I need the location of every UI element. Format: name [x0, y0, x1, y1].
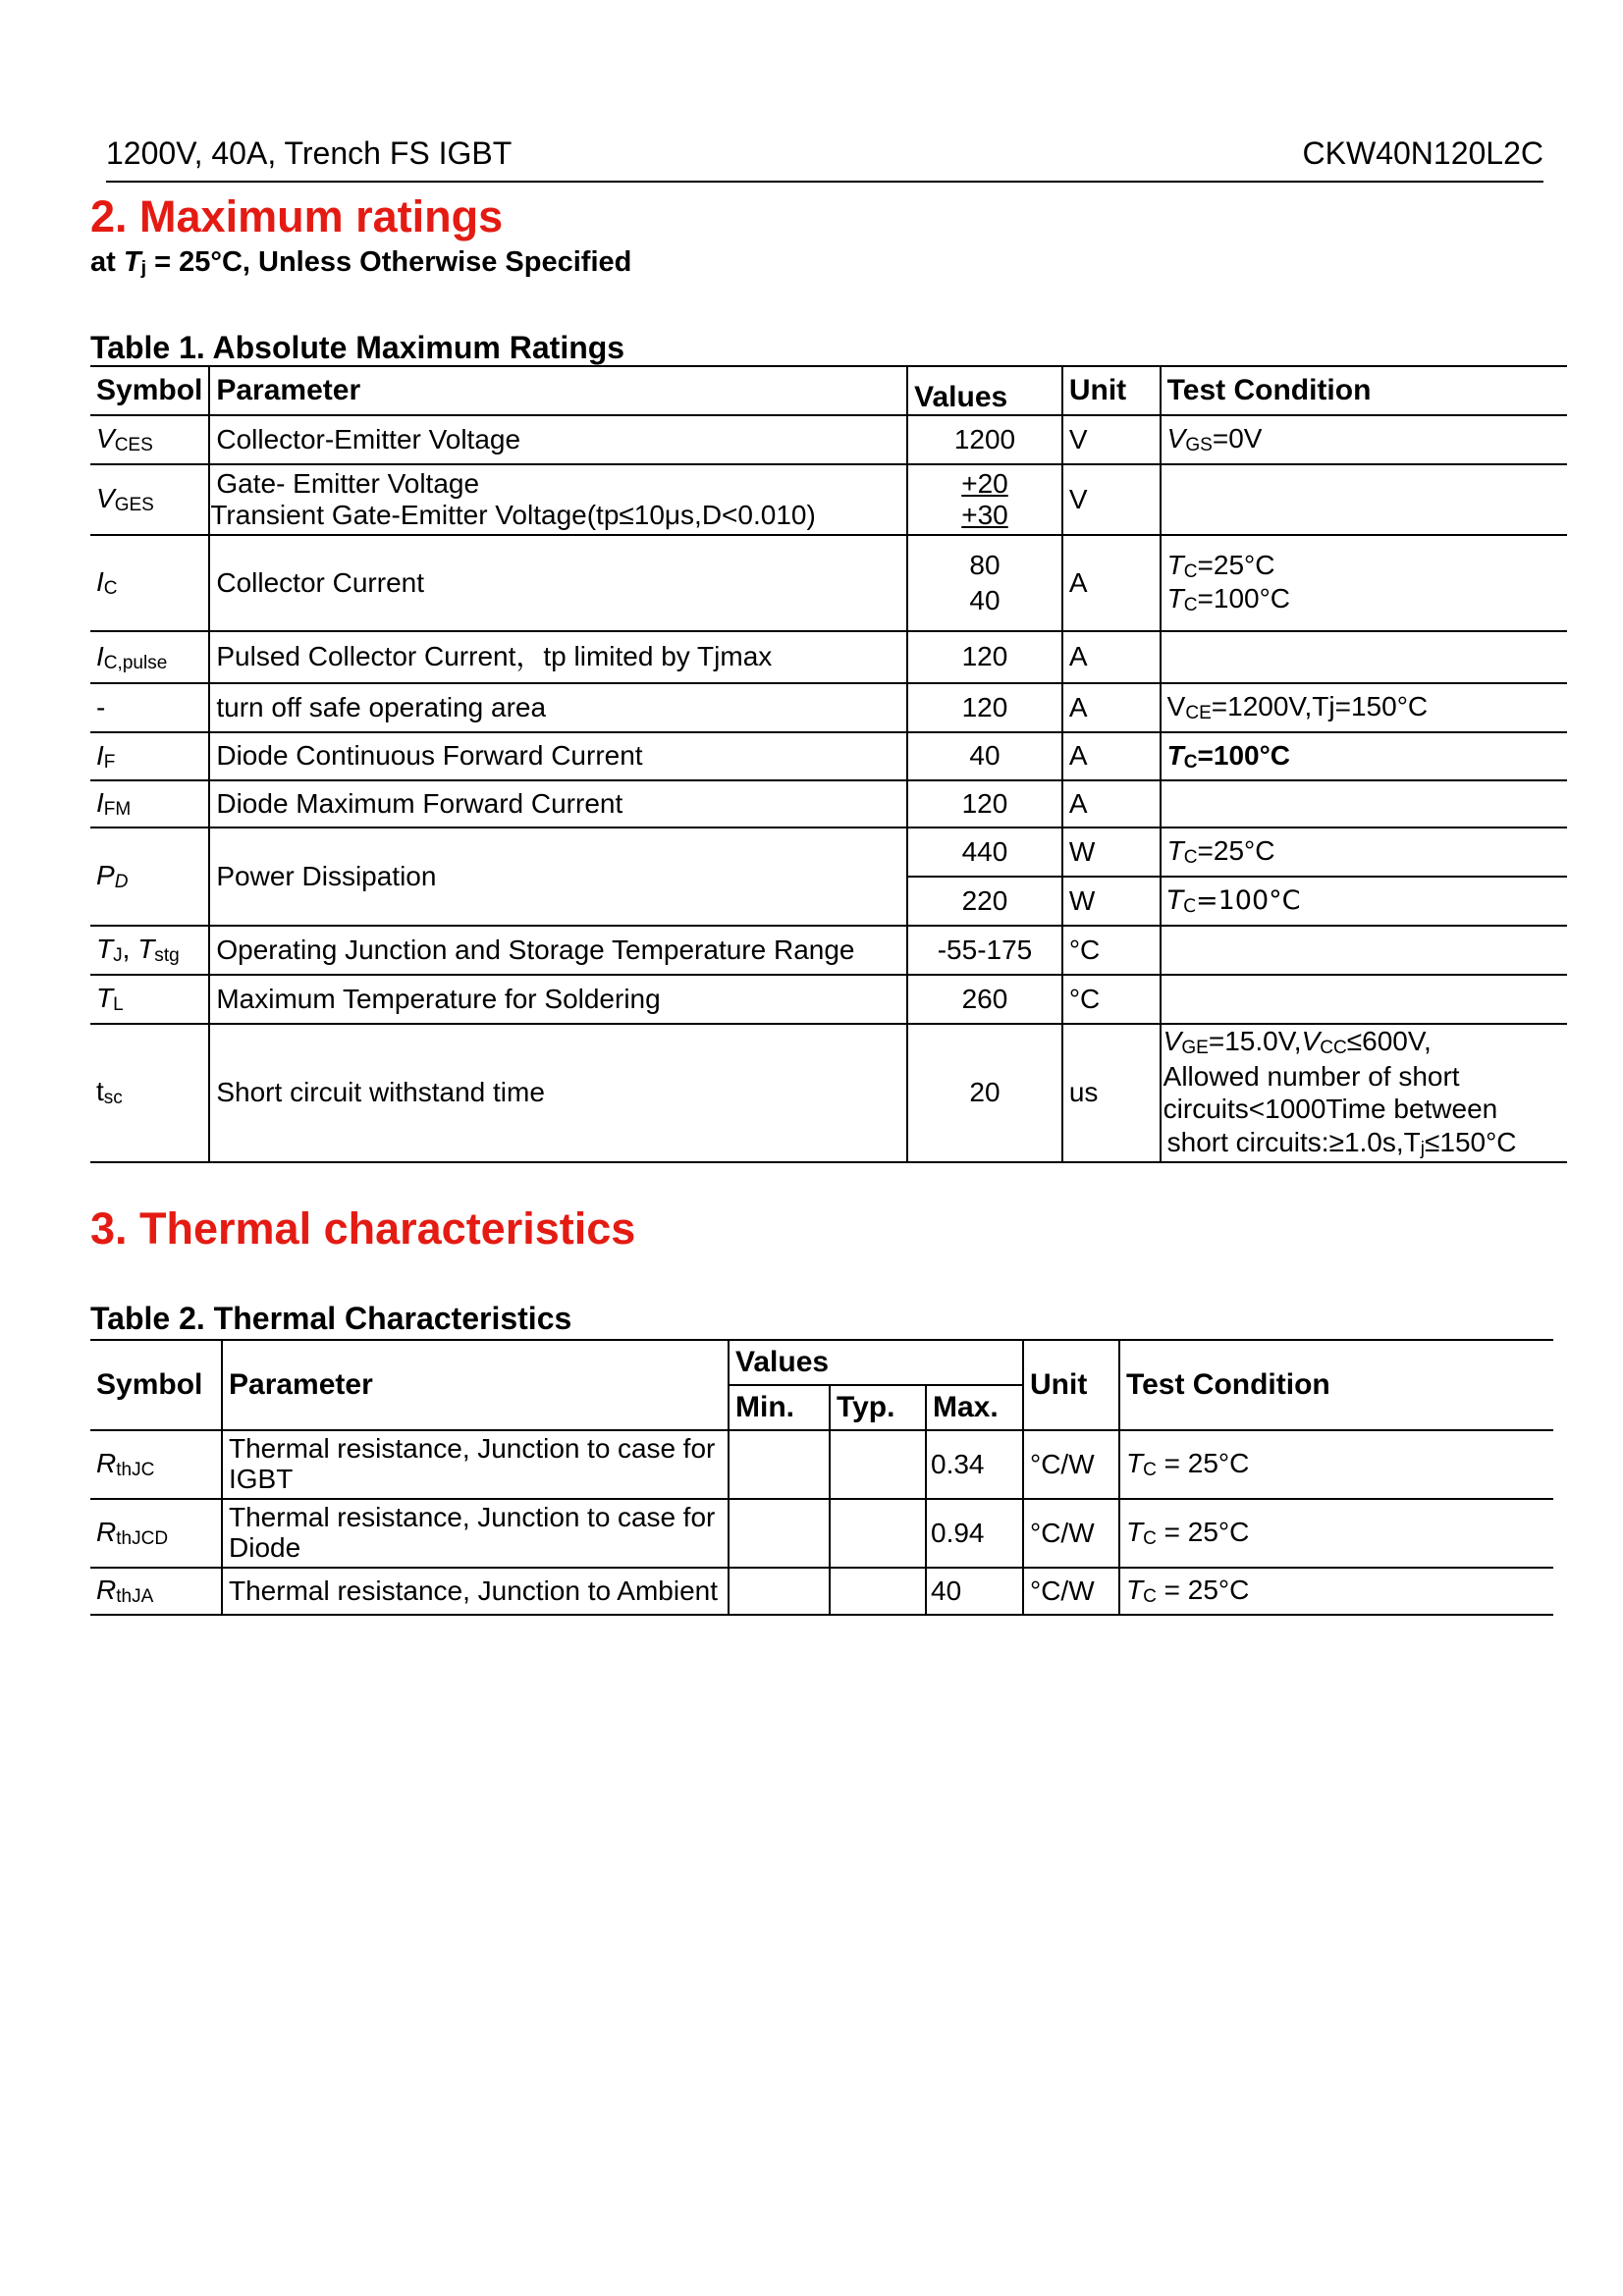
value-cell: 260 — [907, 975, 1062, 1024]
test-condition-cell: $T_C = 25^\circ C$ — [1119, 1568, 1553, 1615]
table2-caption: Table 2. Thermal Characteristics — [90, 1301, 572, 1336]
symbol-cell: $R_{thJA}$ — [90, 1568, 222, 1615]
section-title-maximum-ratings: 2. Maximum ratings — [90, 191, 504, 241]
header-part-number: CKW40N120L2C — [1302, 135, 1543, 171]
max-cell: 0.94 — [926, 1499, 1023, 1568]
unit-cell: us — [1062, 1024, 1161, 1162]
test-condition-cell: $T_C=25^\circ C$ $T_C=100^\circ C$ — [1161, 535, 1567, 631]
test-condition-cell — [1161, 631, 1567, 683]
page-header — [106, 128, 1543, 183]
table-header-row — [90, 1340, 1553, 1385]
unit-cell: A — [1062, 683, 1161, 732]
unit-cell: °C/W — [1023, 1499, 1119, 1568]
unit-cell: °C — [1062, 975, 1161, 1024]
parameter-cell: turn off safe operating area — [209, 683, 907, 732]
test-condition-cell: $T_C=100^\circ C$ — [1161, 877, 1567, 926]
symbol-cell: $T_J$, $T_{stg}$ — [90, 926, 209, 975]
header-symbol: Symbol — [90, 366, 209, 415]
min-cell — [729, 1430, 830, 1499]
table-header-row — [90, 366, 1567, 415]
table-row — [90, 926, 1567, 975]
test-condition-cell: $V_{GS}=0V$ — [1161, 415, 1567, 464]
section-subtitle: at $T_j = 25^\circ C$, Unless Otherwise Specified — [90, 246, 632, 279]
unit-cell: °C — [1062, 926, 1161, 975]
parameter-cell: Thermal resistance, Junction to Ambient — [222, 1568, 729, 1615]
header-values: Values — [729, 1340, 1023, 1385]
unit-cell: A — [1062, 535, 1161, 631]
symbol-cell: $V_{GES}$ — [90, 464, 209, 535]
unit-cell: A — [1062, 780, 1161, 828]
min-cell — [729, 1499, 830, 1568]
absolute-maximum-ratings-table — [90, 365, 1567, 1163]
unit-cell: °C/W — [1023, 1430, 1119, 1499]
value-cell: 120 — [907, 631, 1062, 683]
test-condition-cell: $T_C = 25^\circ C$ — [1119, 1430, 1553, 1499]
typ-cell — [830, 1430, 926, 1499]
table-row — [90, 631, 1567, 683]
test-condition-cell: $V_{GE}=15.0V,V_{CC}\le 600V$, Allowed number of short circuits<1000Time between short $circuits:\ge 1.0s,T_j\le 150^\circ C$ — [1161, 1024, 1567, 1162]
parameter-cell: Collector-Emitter Voltage — [209, 415, 907, 464]
value-cell: 120 — [907, 780, 1062, 828]
value-cell: 120 — [907, 683, 1062, 732]
typ-cell — [830, 1568, 926, 1615]
test-condition-cell — [1161, 926, 1567, 975]
table-row — [90, 975, 1567, 1024]
symbol-cell: $t_{sc}$ — [90, 1024, 209, 1162]
max-cell: 40 — [926, 1568, 1023, 1615]
symbol-cell: $I_{C,pulse}$ — [90, 631, 209, 683]
section-title-thermal-characteristics: 3. Thermal characteristics — [90, 1203, 636, 1254]
value-cell: 440 — [907, 828, 1062, 877]
table-row — [90, 780, 1567, 828]
parameter-cell: Pulsed Collector Current，tp limited by Tjmax — [209, 631, 907, 683]
symbol-cell: $I_F$ — [90, 732, 209, 780]
symbol-cell: $P_D$ — [90, 828, 209, 926]
parameter-cell: Thermal resistance, Junction to case for IGBT — [222, 1430, 729, 1499]
unit-cell: A — [1062, 732, 1161, 780]
symbol-cell: $R_{thJC}$ — [90, 1430, 222, 1499]
table-row — [90, 1024, 1567, 1162]
test-condition-cell — [1161, 975, 1567, 1024]
table-row — [90, 1430, 1553, 1499]
symbol-cell: $T_L$ — [90, 975, 209, 1024]
unit-cell: V — [1062, 464, 1161, 535]
header-test-condition: Test Condition — [1161, 366, 1567, 415]
parameter-cell: Diode Maximum Forward Current — [209, 780, 907, 828]
parameter-cell: Power Dissipation — [209, 828, 907, 926]
header-product-description: 1200V, 40A, Trench FS IGBT — [106, 135, 513, 171]
test-condition-cell: $T_C=100^\circ C$ — [1161, 732, 1567, 780]
header-min: Min. — [729, 1385, 830, 1430]
test-condition-cell — [1161, 464, 1567, 535]
table-row — [90, 535, 1567, 631]
table-row — [90, 683, 1567, 732]
value-cell: 220 — [907, 877, 1062, 926]
test-condition-cell: $V_{CE}=1200V,Tj=150^\circ C$ — [1161, 683, 1567, 732]
unit-cell: W — [1062, 828, 1161, 877]
unit-cell: V — [1062, 415, 1161, 464]
symbol-cell: - — [90, 683, 209, 732]
parameter-cell: Operating Junction and Storage Temperature Range — [209, 926, 907, 975]
table-row — [90, 732, 1567, 780]
table-row — [90, 1499, 1553, 1568]
test-condition-cell: $T_C = 25^\circ C$ — [1119, 1499, 1553, 1568]
symbol-cell: $R_{thJCD}$ — [90, 1499, 222, 1568]
symbol-cell: $I_C$ — [90, 535, 209, 631]
table1-caption: Table 1. Absolute Maximum Ratings — [90, 330, 625, 365]
unit-cell: A — [1062, 631, 1161, 683]
table-row — [90, 1568, 1553, 1615]
table-row — [90, 828, 1567, 877]
value-cell: +20 +30 — [907, 464, 1062, 535]
parameter-cell: Thermal resistance, Junction to case for Diode — [222, 1499, 729, 1568]
symbol-cell: $V_{CES}$ — [90, 415, 209, 464]
header-unit: Unit — [1023, 1340, 1119, 1430]
parameter-cell: Gate- Emitter Voltage Transient Gate-Emitter Voltage(tp≤10μs,D<0.010) — [209, 464, 907, 535]
header-symbol: Symbol — [90, 1340, 222, 1430]
value-cell: 40 — [907, 732, 1062, 780]
header-parameter: Parameter — [209, 366, 907, 415]
thermal-characteristics-table — [90, 1339, 1553, 1616]
unit-cell: W — [1062, 877, 1161, 926]
header-max: Max. — [926, 1385, 1023, 1430]
value-cell: -55-175 — [907, 926, 1062, 975]
header-unit: Unit — [1062, 366, 1161, 415]
max-cell: 0.34 — [926, 1430, 1023, 1499]
parameter-cell: Maximum Temperature for Soldering — [209, 975, 907, 1024]
header-parameter: Parameter — [222, 1340, 729, 1430]
test-condition-cell — [1161, 780, 1567, 828]
typ-cell — [830, 1499, 926, 1568]
test-condition-cell: $T_C=25^\circ C$ — [1161, 828, 1567, 877]
min-cell — [729, 1568, 830, 1615]
header-values: Values — [907, 366, 1062, 415]
parameter-cell: Short circuit withstand time — [209, 1024, 907, 1162]
header-typ: Typ. — [830, 1385, 926, 1430]
header-test-condition: Test Condition — [1119, 1340, 1553, 1430]
value-cell: 1200 — [907, 415, 1062, 464]
table-row — [90, 415, 1567, 464]
parameter-cell: Collector Current — [209, 535, 907, 631]
table-row — [90, 464, 1567, 535]
value-cell: 80 40 — [907, 535, 1062, 631]
value-cell: 20 — [907, 1024, 1062, 1162]
symbol-cell: $I_{FM}$ — [90, 780, 209, 828]
unit-cell: °C/W — [1023, 1568, 1119, 1615]
parameter-cell: Diode Continuous Forward Current — [209, 732, 907, 780]
